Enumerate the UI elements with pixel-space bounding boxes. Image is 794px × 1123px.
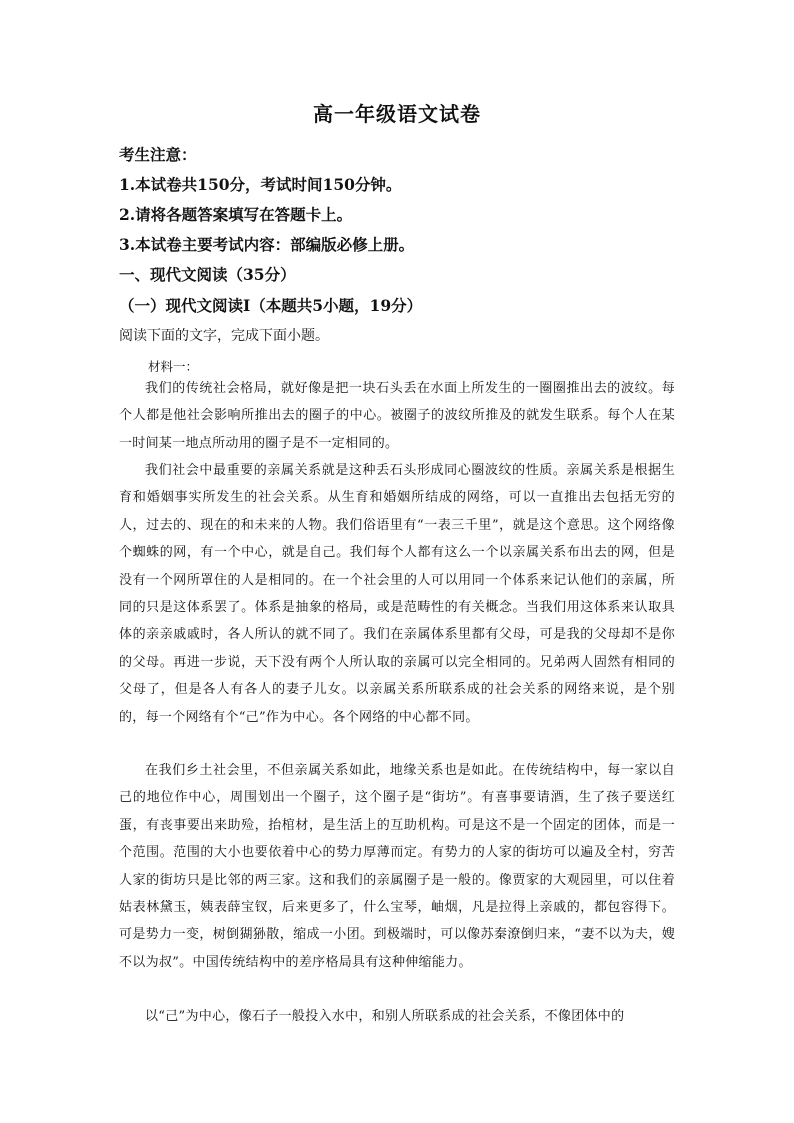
subsection-heading: （一）现代文阅读Ⅰ（本题共5小题，19分） — [119, 296, 423, 315]
paragraph-4: 以“己”为中心，像石子一般投入水中，和别人所联系成的社会关系，不像团体中的 — [145, 1009, 625, 1024]
section-heading: 一、现代文阅读（35分） — [119, 265, 296, 284]
notice-heading: 考生注意： — [119, 145, 197, 164]
notice-item-2: 2.请将各题答案填写在答题卡上。 — [119, 205, 353, 224]
reading-instruction: 阅读下面的文字，完成下面小题。 — [119, 328, 329, 344]
page-title: 高一年级语文试卷 — [313, 102, 481, 126]
paragraph-3: 在我们乡土社会里，不但亲属关系如此，地缘关系也是如此。在传统结构中，每一家以自己的地位作中心，周围划出一个圈子，这个圈子是“街坊”。有喜事要请酒，生了孩子要送红蛋，有丧事要出来助殓，抬棺材，是生活上的互助机构。可是这不是一个固定的团体，而是一个范围。范围的大小也要依着中心的势力厚薄而定。有势力的人家的街坊可以遍及全村，穷苦人家的街坊只是比邻的两三家。这和我们的亲属圈子是一般的。像贾家的大观园里，可以住着姑表林黛玉，姨表薛宝钗，后来更多了，什么宝琴，岫烟，凡是拉得上亲戚的，都包容得下。可是势力一变，树倒猢狲散，缩成一小团。到极端时，可以像苏秦潦倒归来，“妻不以为夫，嫂不以为叔”。中国传统结构中的差序格局具有这种伸缩能力。 — [119, 763, 675, 970]
notice-item-3: 3.本试卷主要考试内容：部编版必修上册。 — [119, 235, 415, 254]
paragraph-2: 我们社会中最重要的亲属关系就是这种丢石头形成同心圈波纹的性质。亲属关系是根据生育和婚姻事实所发生的社会关系。从生育和婚姻所结成的网络，可以一直推出去包括无穷的人，过去的、现在的和未来的人物。我们俗语里有“一表三千里”，就是这个意思。这个网络像个蜘蛛的网，有一个中心，就是自己。我们每个人都有这么一个以亲属关系布出去的网，但是没有一个网所罩住的人是相同的。在一个社会里的人可以用同一个体系来记认他们的亲属，所同的只是这体系罢了。体系是抽象的格局，或是范畴性的有关概念。当我们用这体系来认取具体的亲亲戚戚时，各人所认的就不同了。我们在亲属体系里都有父母，可是我的父母却不是你的父母。再进一步说，天下没有两个人所认取的亲属可以完全相同的。兄弟两人固然有相同的父母了，但是各人有各人的妻子儿女。以亲属关系所联系成的社会关系的网络来说，是个别的，每一个网络有个“己”作为中心。各个网络的中心都不同。 — [119, 463, 675, 725]
material-label: 材料一： — [148, 359, 199, 374]
notice-item-1: 1.本试卷共150分，考试时间150分钟。 — [119, 175, 402, 194]
paragraph-1: 我们的传统社会格局，就好像是把一块石头丢在水面上所发生的一圈圈推出去的波纹。每个人都是他社会影响所推出去的圈子的中心。被圈子的波纹所推及的就发生联系。每个人在某一时间某一地点所动用的圈子是不一定相同的。 — [119, 381, 675, 451]
